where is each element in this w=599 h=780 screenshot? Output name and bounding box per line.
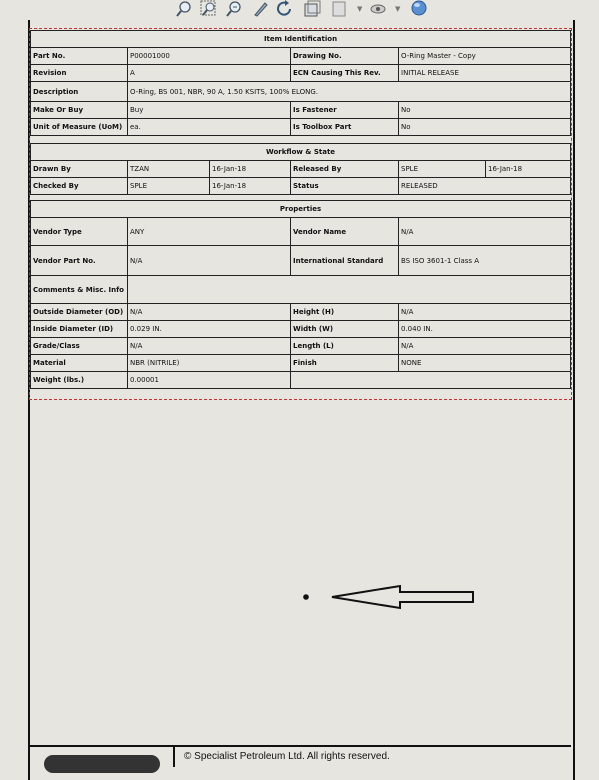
finish-label: Finish [291,355,399,372]
oring-part-view[interactable] [303,594,309,600]
status-value: RELEASED [399,178,571,195]
is-toolbox-part-value: No [399,119,571,136]
view-orientation-icon[interactable] [303,0,321,18]
uom-value: ea. [128,119,291,136]
intl-standard-value: BS ISO 3601-1 Class A [399,246,571,276]
section-title: Workflow & State [31,144,571,161]
id-label: Inside Diameter (ID) [31,321,128,338]
is-fastener-value: No [399,102,571,119]
released-by-label: Released By [291,161,399,178]
display-style-icon[interactable] [330,0,348,18]
comments-label: Comments & Misc. Info [31,276,128,304]
width-label: Width (W) [291,321,399,338]
description-label: Description [31,82,128,102]
hide-show-icon[interactable] [369,0,387,18]
drawing-no-label: Drawing No. [291,48,399,65]
grade-label: Grade/Class [31,338,128,355]
part-no-value: P00001000 [128,48,291,65]
display-style-dropdown-icon[interactable]: ▼ [357,5,363,13]
weight-label: Weight (lbs.) [31,372,128,389]
zoom-to-fit-icon[interactable] [175,0,193,18]
rotate-icon[interactable] [276,0,294,18]
released-date-value: 16-Jan-18 [486,161,571,178]
part-no-label: Part No. [31,48,128,65]
empty-cell [291,372,571,389]
zoom-in-out-icon[interactable] [225,0,243,18]
pan-icon[interactable] [252,0,270,18]
workflow-state-table [30,143,571,195]
intl-standard-label: International Standard [291,246,399,276]
checked-by-label: Checked By [31,178,128,195]
drawing-no-value: O-Ring Master - Copy [399,48,571,65]
width-value: 0.040 IN. [399,321,571,338]
item-identification-table [30,30,571,136]
status-label: Status [291,178,399,195]
vendor-part-label: Vendor Part No. [31,246,128,276]
make-or-buy-label: Make Or Buy [31,102,128,119]
footer-border [30,745,571,747]
vendor-type-value: ANY [128,218,291,246]
id-value: 0.029 IN. [128,321,291,338]
make-or-buy-value: Buy [128,102,291,119]
height-label: Height (H) [291,304,399,321]
vendor-name-value: N/A [399,218,571,246]
hide-show-dropdown-icon[interactable]: ▼ [395,5,401,13]
appearance-icon[interactable] [410,0,428,18]
od-label: Outside Diameter (OD) [31,304,128,321]
vendor-part-value: N/A [128,246,291,276]
height-value: N/A [399,304,571,321]
revision-value: A [128,65,291,82]
section-title: Item Identification [31,31,571,48]
section-title: Properties [31,201,571,218]
finish-value: NONE [399,355,571,372]
comments-value [128,276,571,304]
drawn-date-value: 16-Jan-18 [210,161,291,178]
material-value: NBR (NITRILE) [128,355,291,372]
vendor-type-label: Vendor Type [31,218,128,246]
grade-value: N/A [128,338,291,355]
material-label: Material [31,355,128,372]
length-label: Length (L) [291,338,399,355]
footer-divider [173,747,175,767]
od-value: N/A [128,304,291,321]
ecn-label: ECN Causing This Rev. [291,65,399,82]
drawn-by-value: TZAN [128,161,210,178]
checked-date-value: 16-Jan-18 [210,178,291,195]
weight-value: 0.00001 [128,372,291,389]
logo-badge [44,755,160,773]
length-value: N/A [399,338,571,355]
properties-table [30,200,571,389]
vendor-name-label: Vendor Name [291,218,399,246]
description-value: O-Ring, BS 001, NBR, 90 A, 1.50 KSITS, 100% ELONG. [128,82,571,102]
is-toolbox-part-label: Is Toolbox Part [291,119,399,136]
revision-label: Revision [31,65,128,82]
copyright-text: © Specialist Petroleum Ltd. All rights reserved. [184,751,390,762]
drawing-canvas [295,583,480,611]
uom-label: Unit of Measure (UoM) [31,119,128,136]
view-toolbar [0,0,599,22]
pointer-arrow-icon [332,586,473,608]
ecn-value: INITIAL RELEASE [399,65,571,82]
zoom-area-icon[interactable] [200,0,218,18]
released-by-value: SPLE [399,161,486,178]
is-fastener-label: Is Fastener [291,102,399,119]
checked-by-value: SPLE [128,178,210,195]
drawn-by-label: Drawn By [31,161,128,178]
